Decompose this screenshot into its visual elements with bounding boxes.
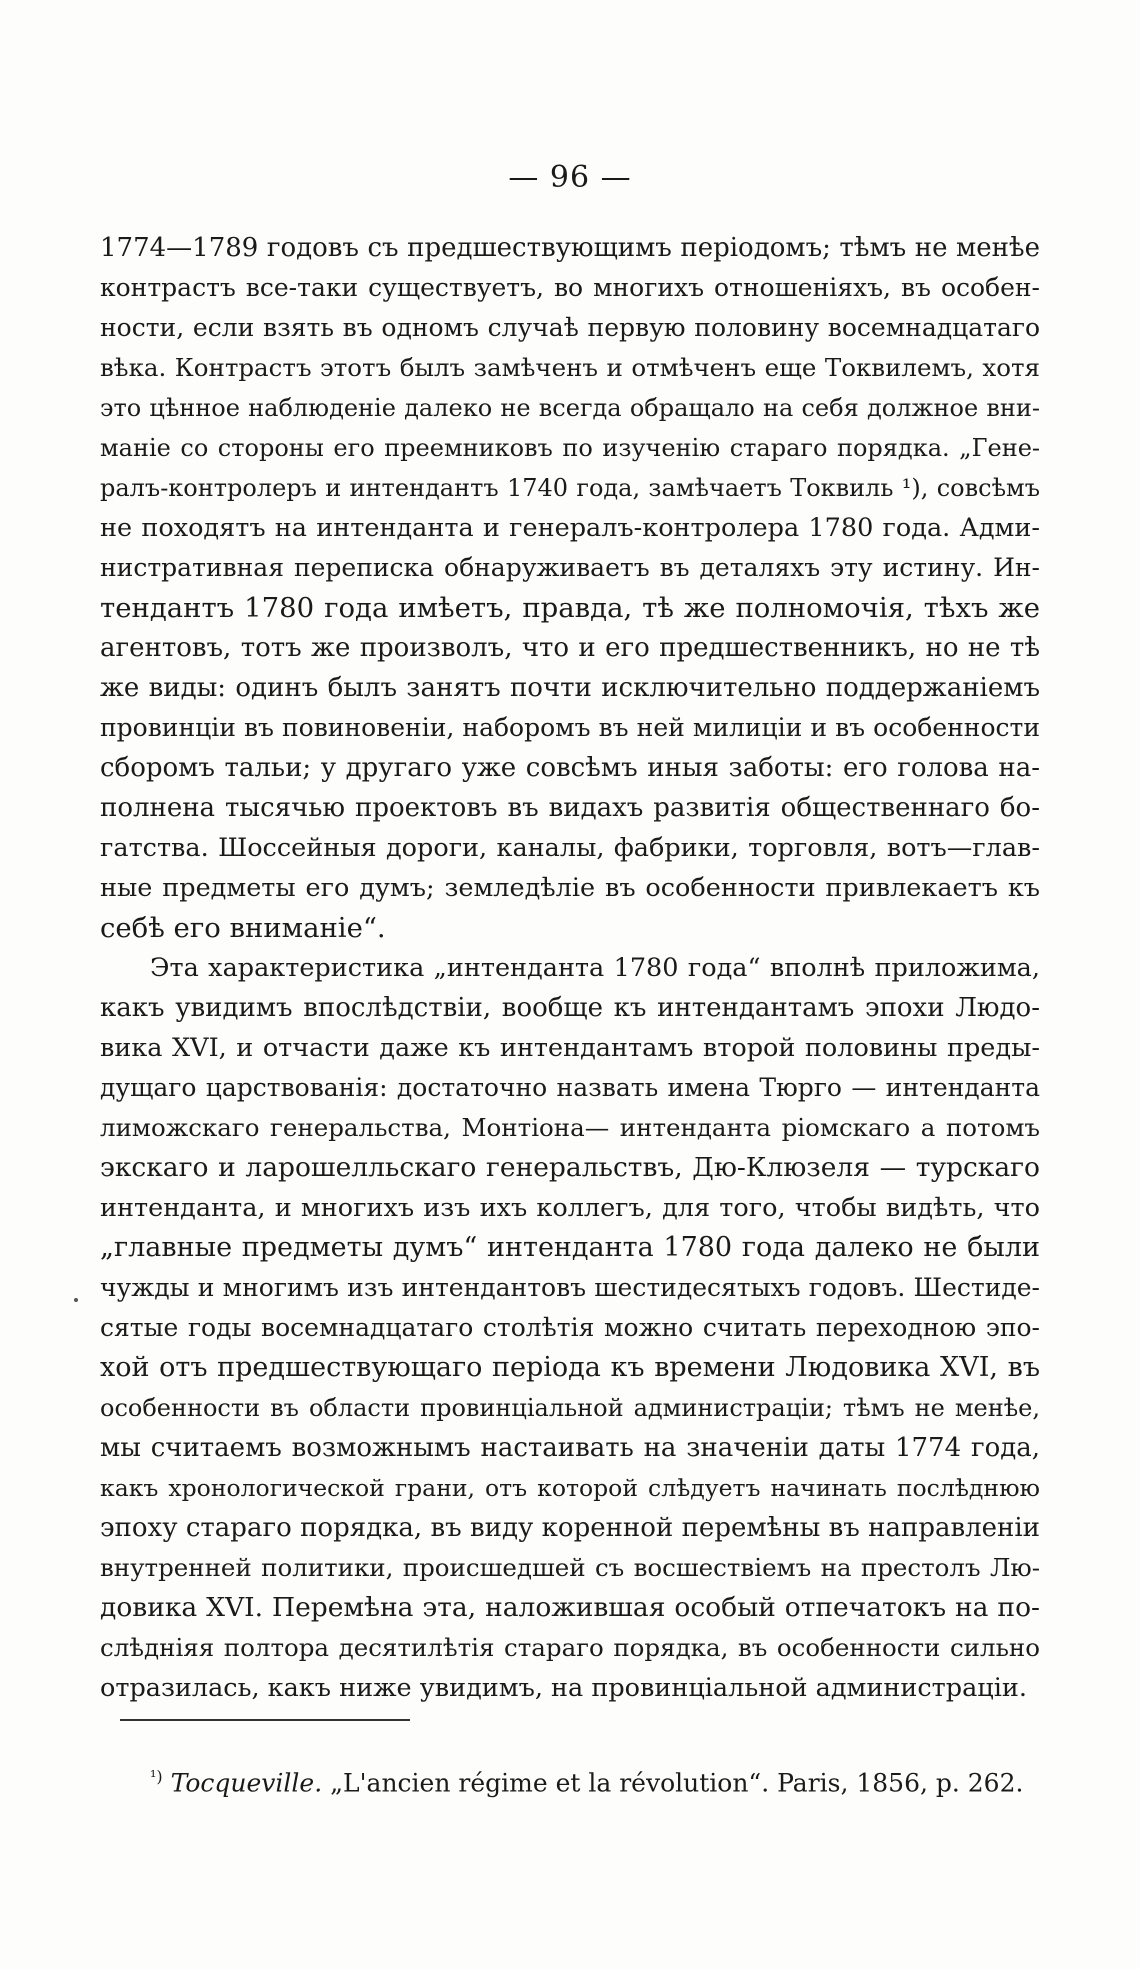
text-line: вѣка. Контрастъ этотъ былъ замѣченъ и отмѣченъ еще Токвилемъ, хотя	[100, 353, 1040, 382]
text-line: сятые годы восемнадцатаго столѣтія можно считать переходною эпо-	[100, 1313, 1040, 1342]
footnote	[150, 1760, 1030, 1800]
text-line: лиможскаго генеральства, Монтіона— интенданта ріомскаго а потомъ	[100, 1113, 1040, 1142]
text-line: сборомъ тальи; у другаго уже совсѣмъ иныя заботы: его голова на-	[100, 753, 1040, 783]
text-line: же виды: одинъ былъ занятъ почти исключительно поддержаніемъ	[100, 673, 1040, 703]
text-line: Эта характеристика „интенданта 1780 года“ вполнѣ приложима,	[150, 953, 1040, 983]
text-line: какъ хронологической грани, отъ которой слѣдуетъ начинать послѣднюю	[100, 1474, 1040, 1502]
footnote-text: „L'ancien régime et la révolution“. Paris, 1856, p. 262.	[330, 1768, 1024, 1798]
text-line: гатства. Шоссейныя дороги, каналы, фабрики, торговля, вотъ—глав-	[100, 833, 1040, 863]
footnote-divider	[120, 1719, 410, 1721]
text-line: довика XVI. Перемѣна эта, наложившая особый отпечатокъ на по-	[100, 1592, 1040, 1623]
text-line: мы считаемъ возможнымъ настаивать на значеніи даты 1774 года,	[100, 1433, 1040, 1463]
text-line: отразилась, какъ ниже увидимъ, на провинціальной администраціи.	[100, 1673, 1027, 1703]
text-line: какъ увидимъ впослѣдствіи, вообще къ интендантамъ эпохи Людо-	[100, 993, 1040, 1023]
text-line: ности, если взять въ одномъ случаѣ первую половину восемнадцатаго	[100, 313, 1040, 342]
text-line: особенности въ области провинціальной администраціи; тѣмъ не менѣе,	[100, 1394, 1040, 1422]
ink-speck	[74, 1298, 78, 1302]
text-line: контрастъ все-таки существуетъ, во многихъ отношеніяхъ, въ особен-	[100, 273, 1040, 302]
text-line: „главные предметы думъ“ интенданта 1780 года далеко не были	[100, 1232, 1040, 1263]
text-line: ралъ-контролеръ и интендантъ 1740 года, замѣчаетъ Токвиль ¹), совсѣмъ	[100, 474, 1040, 502]
text-line: слѣдніяя полтора десятилѣтія стараго порядка, въ особенности сильно	[100, 1633, 1040, 1662]
paragraph-1	[100, 228, 1040, 948]
paragraph-2	[100, 948, 1040, 1708]
text-line: нистративная переписка обнаруживаетъ въ деталяхъ эту истину. Ин-	[100, 553, 1040, 582]
text-line: тендантъ 1780 года имѣетъ, правда, тѣ же полномочія, тѣхъ же	[100, 592, 1040, 624]
text-line: не походятъ на интенданта и генералъ-контролера 1780 года. Адми-	[100, 513, 1040, 543]
text-line: провинціи въ повиновеніи, наборомъ въ ней милиціи и въ особенности	[100, 713, 1040, 742]
body-text	[100, 228, 1040, 1708]
text-line: ные предметы его думъ; земледѣліе въ особенности привлекаетъ къ	[100, 873, 1040, 903]
footnote-mark: ¹)	[150, 1767, 163, 1786]
text-line: дущаго царствованія: достаточно назвать имена Тюрго — интенданта	[100, 1073, 1040, 1102]
text-line: 1774—1789 годовъ съ предшествующимъ періодомъ; тѣмъ не менѣе	[100, 233, 1040, 263]
text-line: эпоху стараго порядка, въ виду коренной перемѣны въ направленіи	[100, 1513, 1040, 1543]
text-line: экскаго и ларошелльскаго генеральствъ, Дю-Клюзеля — турскаго	[100, 1152, 1040, 1183]
text-line: себѣ его вниманіе“.	[100, 912, 386, 944]
page-number: — 96 —	[508, 160, 632, 195]
text-line: внутренней политики, происшедшей съ восшествіемъ на престолъ Лю-	[100, 1553, 1040, 1582]
text-line: чужды и многимъ изъ интендантовъ шестидесятыхъ годовъ. Шестиде-	[100, 1273, 1040, 1302]
text-line: агентовъ, тотъ же произволъ, что и его предшественникъ, но не тѣ	[100, 633, 1040, 663]
text-line: полнена тысячью проектовъ въ видахъ развитія общественнаго бо-	[100, 793, 1040, 823]
text-line: интенданта, и многихъ изъ ихъ коллегъ, для того, чтобы видѣть, что	[100, 1193, 1040, 1223]
footnote-author: Tocqueville.	[170, 1768, 323, 1798]
text-line: маніе со стороны его преемниковъ по изученію стараго порядка. „Гене-	[100, 434, 1040, 462]
text-line: вика XVI, и отчасти даже къ интендантамъ второй половины преды-	[100, 1033, 1040, 1063]
text-line: хой отъ предшествующаго періода къ времени Людовика XVI, въ	[100, 1352, 1040, 1383]
text-line: это цѣнное наблюденіе далеко не всегда обращало на себя должное вни-	[100, 394, 1040, 422]
